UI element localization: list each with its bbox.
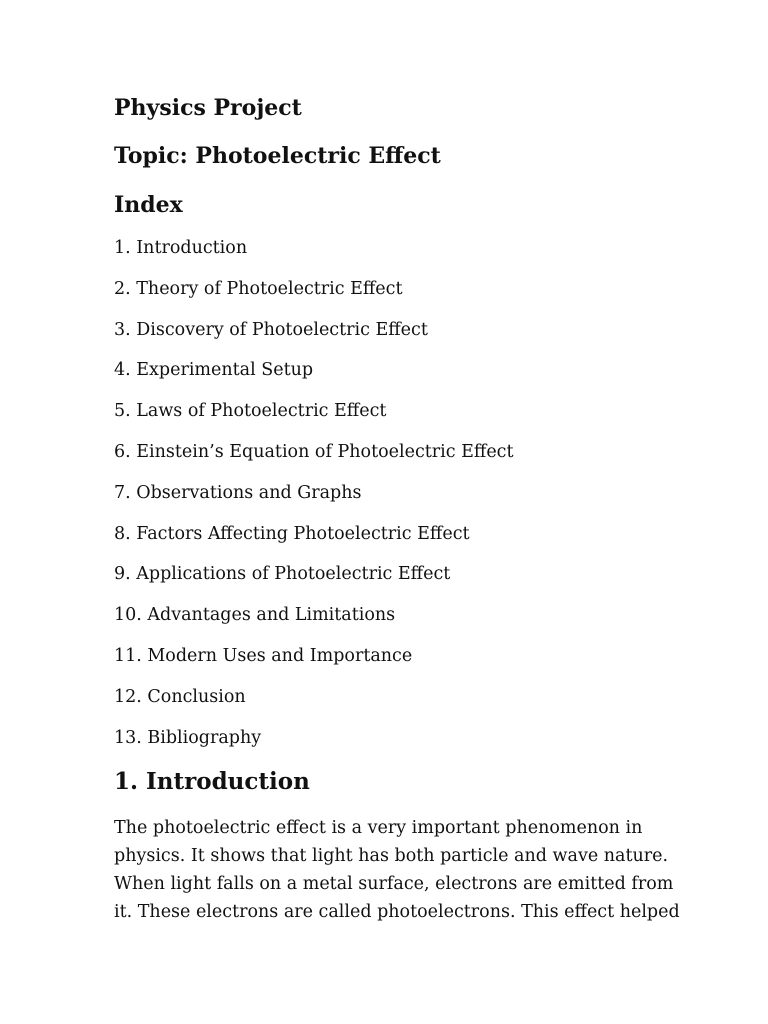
- index-heading: Index: [114, 192, 183, 218]
- index-item: 5. Laws of Photoelectric Effect: [114, 401, 387, 422]
- index-item: 8. Factors Affecting Photoelectric Effect: [114, 523, 470, 544]
- paragraph-line: physics. It shows that light has both particle and wave nature.: [114, 846, 669, 866]
- index-item: 2. Theory of Photoelectric Effect: [114, 278, 403, 299]
- paragraph-line: When light falls on a metal surface, electrons are emitted from: [114, 874, 674, 894]
- introduction-paragraph: [114, 814, 680, 926]
- index-item: 6. Einstein’s Equation of Photoelectric Effect: [114, 441, 514, 462]
- document-title: Physics Project: [114, 95, 302, 121]
- index-item: 4. Experimental Setup: [114, 360, 314, 381]
- index-item: 11. Modern Uses and Importance: [114, 645, 413, 666]
- index-item: 3. Discovery of Photoelectric Effect: [114, 319, 428, 340]
- index-item: 9. Applications of Photoelectric Effect: [114, 564, 451, 585]
- index-item: 7. Observations and Graphs: [114, 482, 362, 503]
- paragraph-line: it. These electrons are called photoelectrons. This effect helped: [114, 902, 680, 922]
- index-item: 13. Bibliography: [114, 727, 262, 748]
- index-list: [114, 236, 514, 766]
- document-topic: Topic: Photoelectric Effect: [114, 143, 441, 169]
- index-item: 1. Introduction: [114, 238, 248, 258]
- section-heading-introduction: 1. Introduction: [114, 768, 310, 795]
- index-item: 10. Advantages and Limitations: [114, 605, 396, 626]
- paragraph-line: The photoelectric effect is a very important phenomenon in: [114, 818, 643, 838]
- index-item: 12. Conclusion: [114, 686, 246, 707]
